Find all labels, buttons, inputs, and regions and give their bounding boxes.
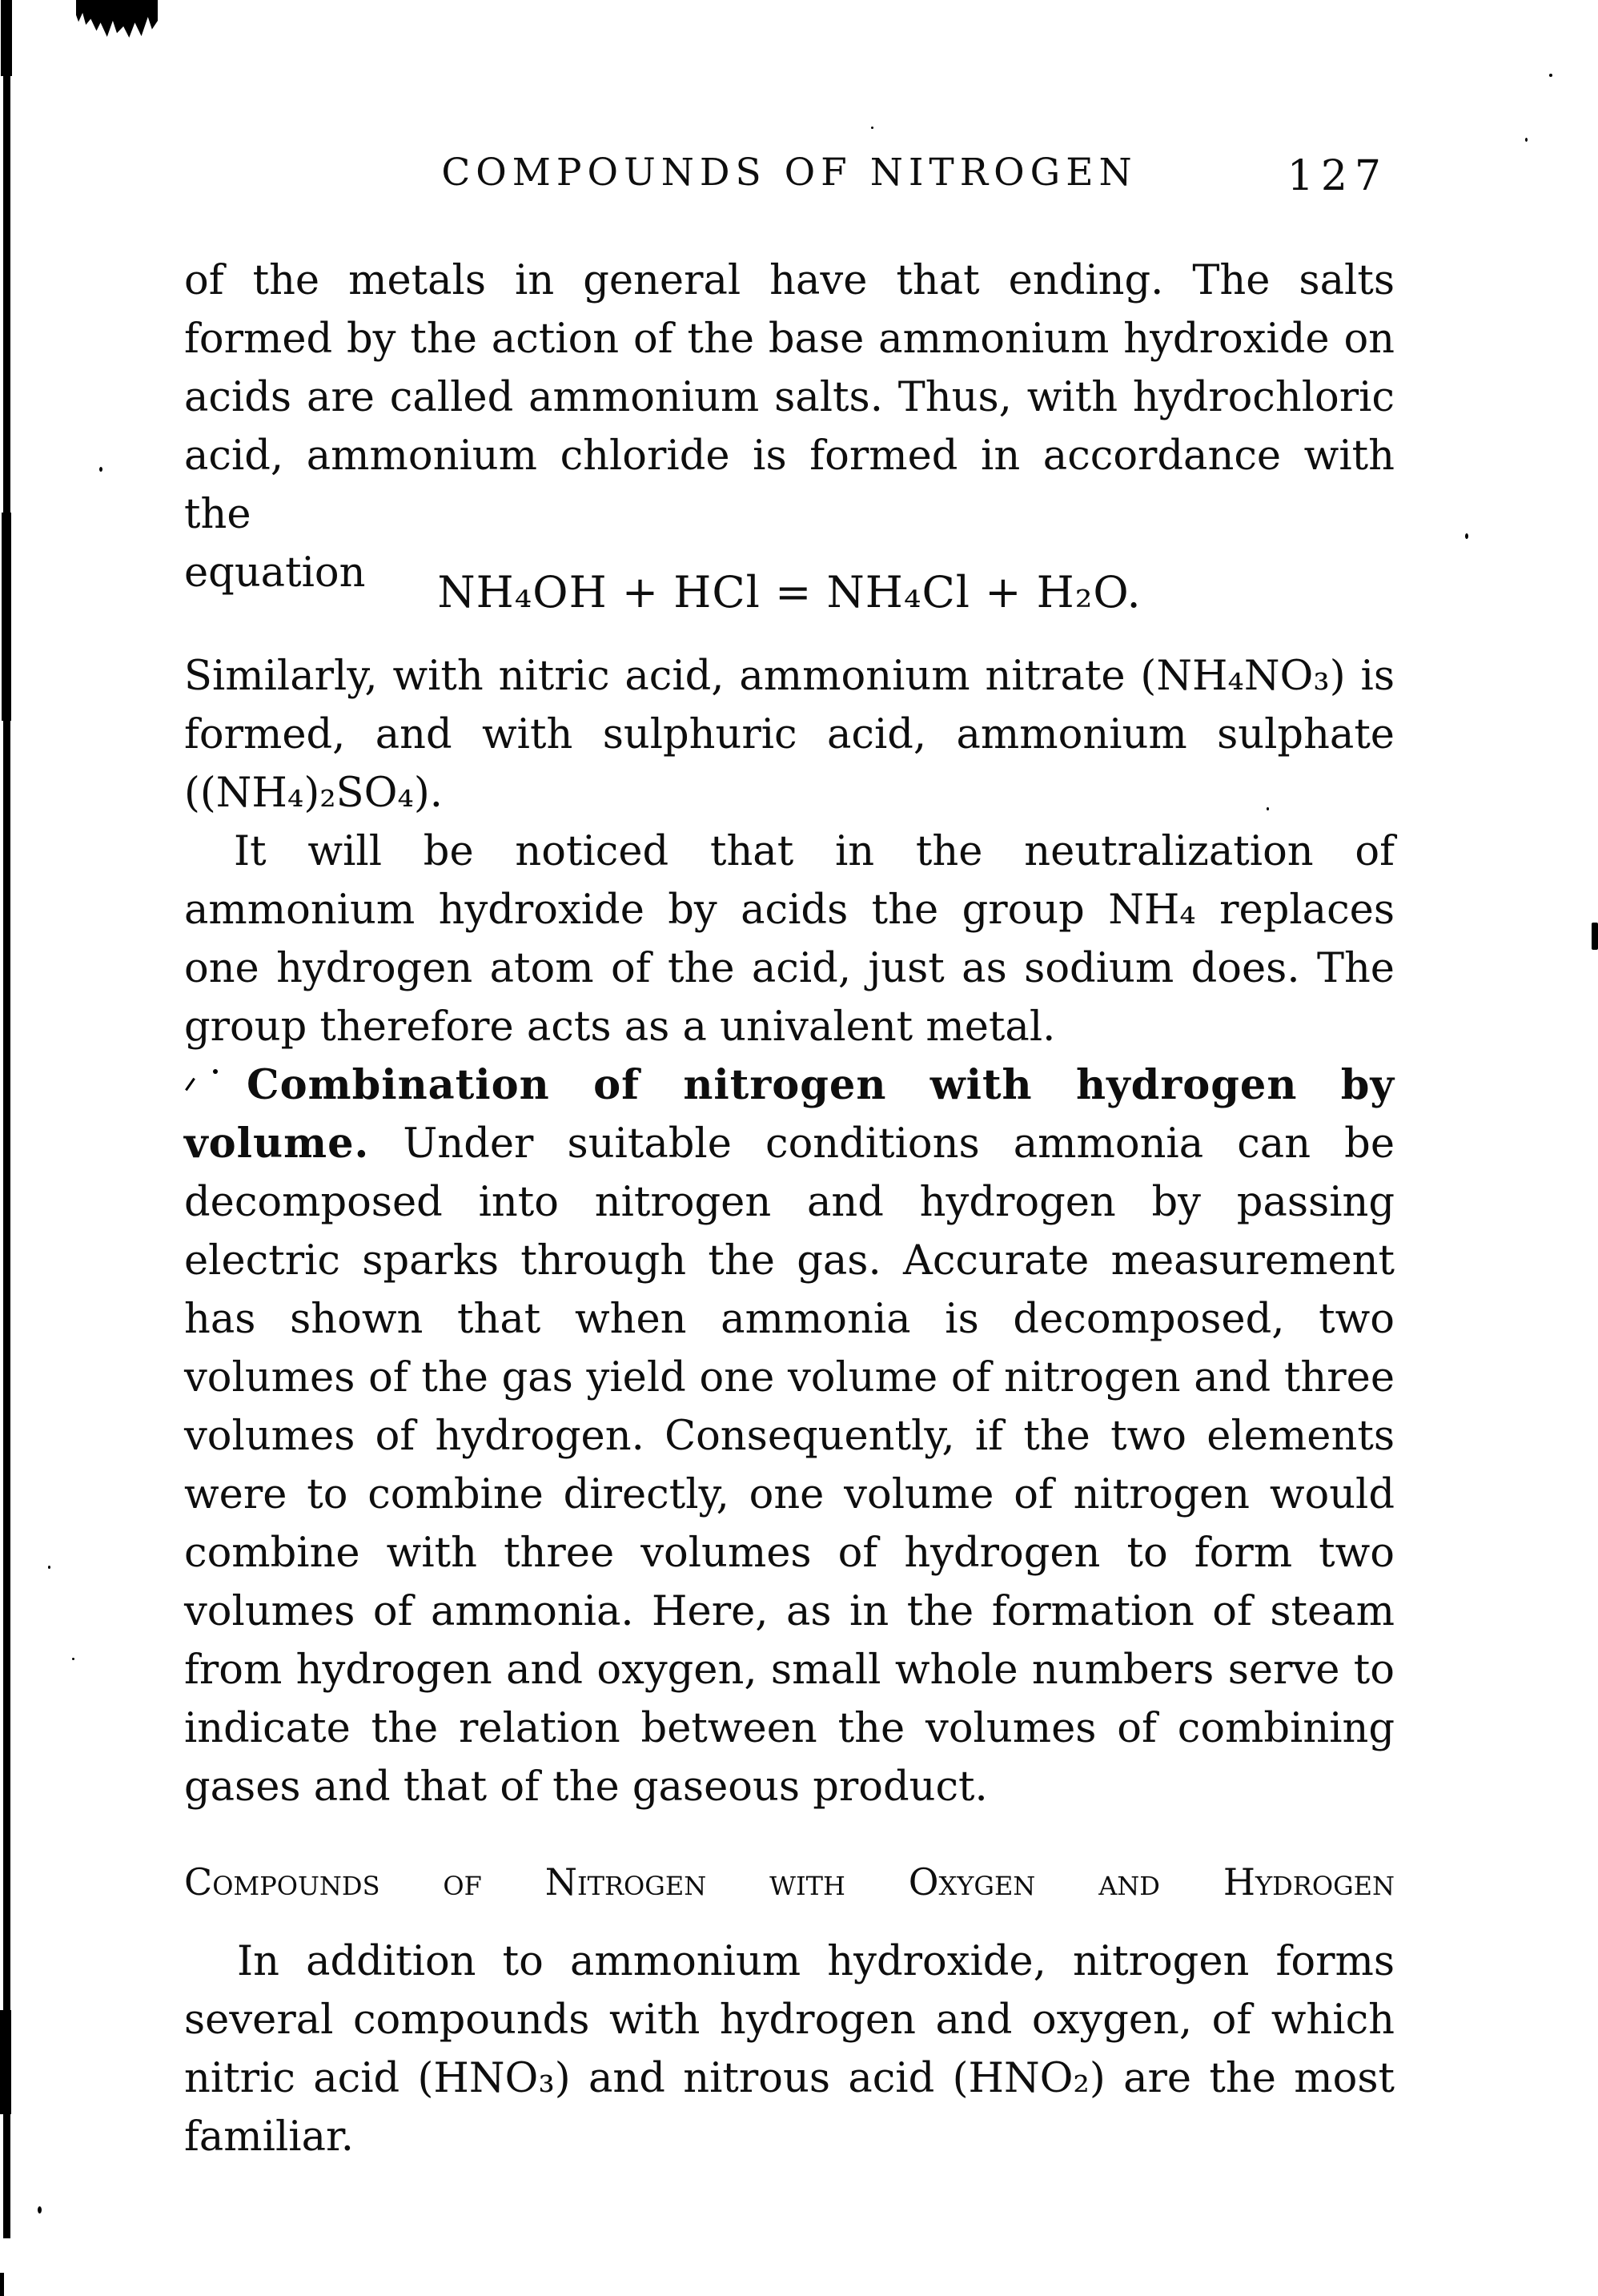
ink-speck xyxy=(48,1566,50,1569)
paragraph-combination xyxy=(184,1056,1395,1816)
text-column xyxy=(184,0,1395,2166)
binding-line-artifact xyxy=(2,513,11,721)
ink-blob-artifact xyxy=(76,0,158,38)
chemical-equation: NH₄OH + HCl = NH₄Cl + H₂O. xyxy=(437,567,1142,617)
ink-speck xyxy=(1465,533,1468,539)
paragraph-similarly: Similarly, with nitric acid, ammonium nitrate (NH₄NO₃) is formed, and with sulphuric acid, ammonium sulphate ((NH₄)₂SO₄). xyxy=(184,653,1395,817)
ink-speck xyxy=(185,1078,195,1091)
paragraph-ammonium-salts: of the metals in general have that ending. The salts formed by the action of the base ammonium hydroxide on acids are called ammonium salts. Thus, with hydrochloric acid, ammonium chloride is formed in accordance with the xyxy=(184,257,1395,538)
paragraph-combination-text: Under suitable conditions ammonia can be decomposed into nitrogen and hydrogen by passing electric sparks through the gas. Accurate measurement has shown that when ammonia is decomposed, two volumes of the gas yield one volume of nitrogen and three volumes of hydrogen. Consequently, if the two elements were to combine directly, one volume of nitrogen would combine with three volumes of hydrogen to form two volumes of ammonia. Here, as in the formation of steam from hydrogen and oxygen, small whole numbers serve to indicate the relation between the volumes of combining gases and that of the gaseous product. xyxy=(184,1120,1395,1811)
binding-line-artifact xyxy=(0,2010,11,2114)
binding-line-artifact xyxy=(3,0,10,2238)
ink-speck xyxy=(1525,138,1528,142)
equation-word: equation xyxy=(184,549,366,597)
binding-line-artifact xyxy=(0,2273,4,2296)
ink-speck xyxy=(213,1069,218,1074)
paragraph-in-addition: In addition to ammonium hydroxide, nitrogen forms several compounds with hydrogen and oxygen, of which nitric acid (HNO₃) and nitrous acid (HNO₂) are the most familiar. xyxy=(184,1938,1395,2161)
ink-speck xyxy=(38,2206,42,2214)
page-number: 127 xyxy=(1287,152,1388,200)
running-header xyxy=(184,149,1395,202)
binding-line-artifact xyxy=(1,0,12,76)
ink-speck xyxy=(72,1658,74,1660)
ink-speck xyxy=(1549,74,1552,77)
edge-mark-artifact xyxy=(1592,923,1598,950)
page-title: COMPOUNDS OF NITROGEN xyxy=(441,151,1138,195)
section-heading: Compounds of Nitrogen with Oxygen and Hydrogen xyxy=(184,1860,1395,1904)
ink-speck xyxy=(99,467,102,472)
run-in-heading: Combination of nitrogen with hydrogen by volume. xyxy=(184,1061,1395,1168)
paragraph-neutralization: It will be noticed that in the neutralization of ammonium hydroxide by acids the group NH₄ replaces one hydrogen atom of the acid, just as sodium does. The group therefore acts as a univalent metal. xyxy=(184,828,1395,1051)
